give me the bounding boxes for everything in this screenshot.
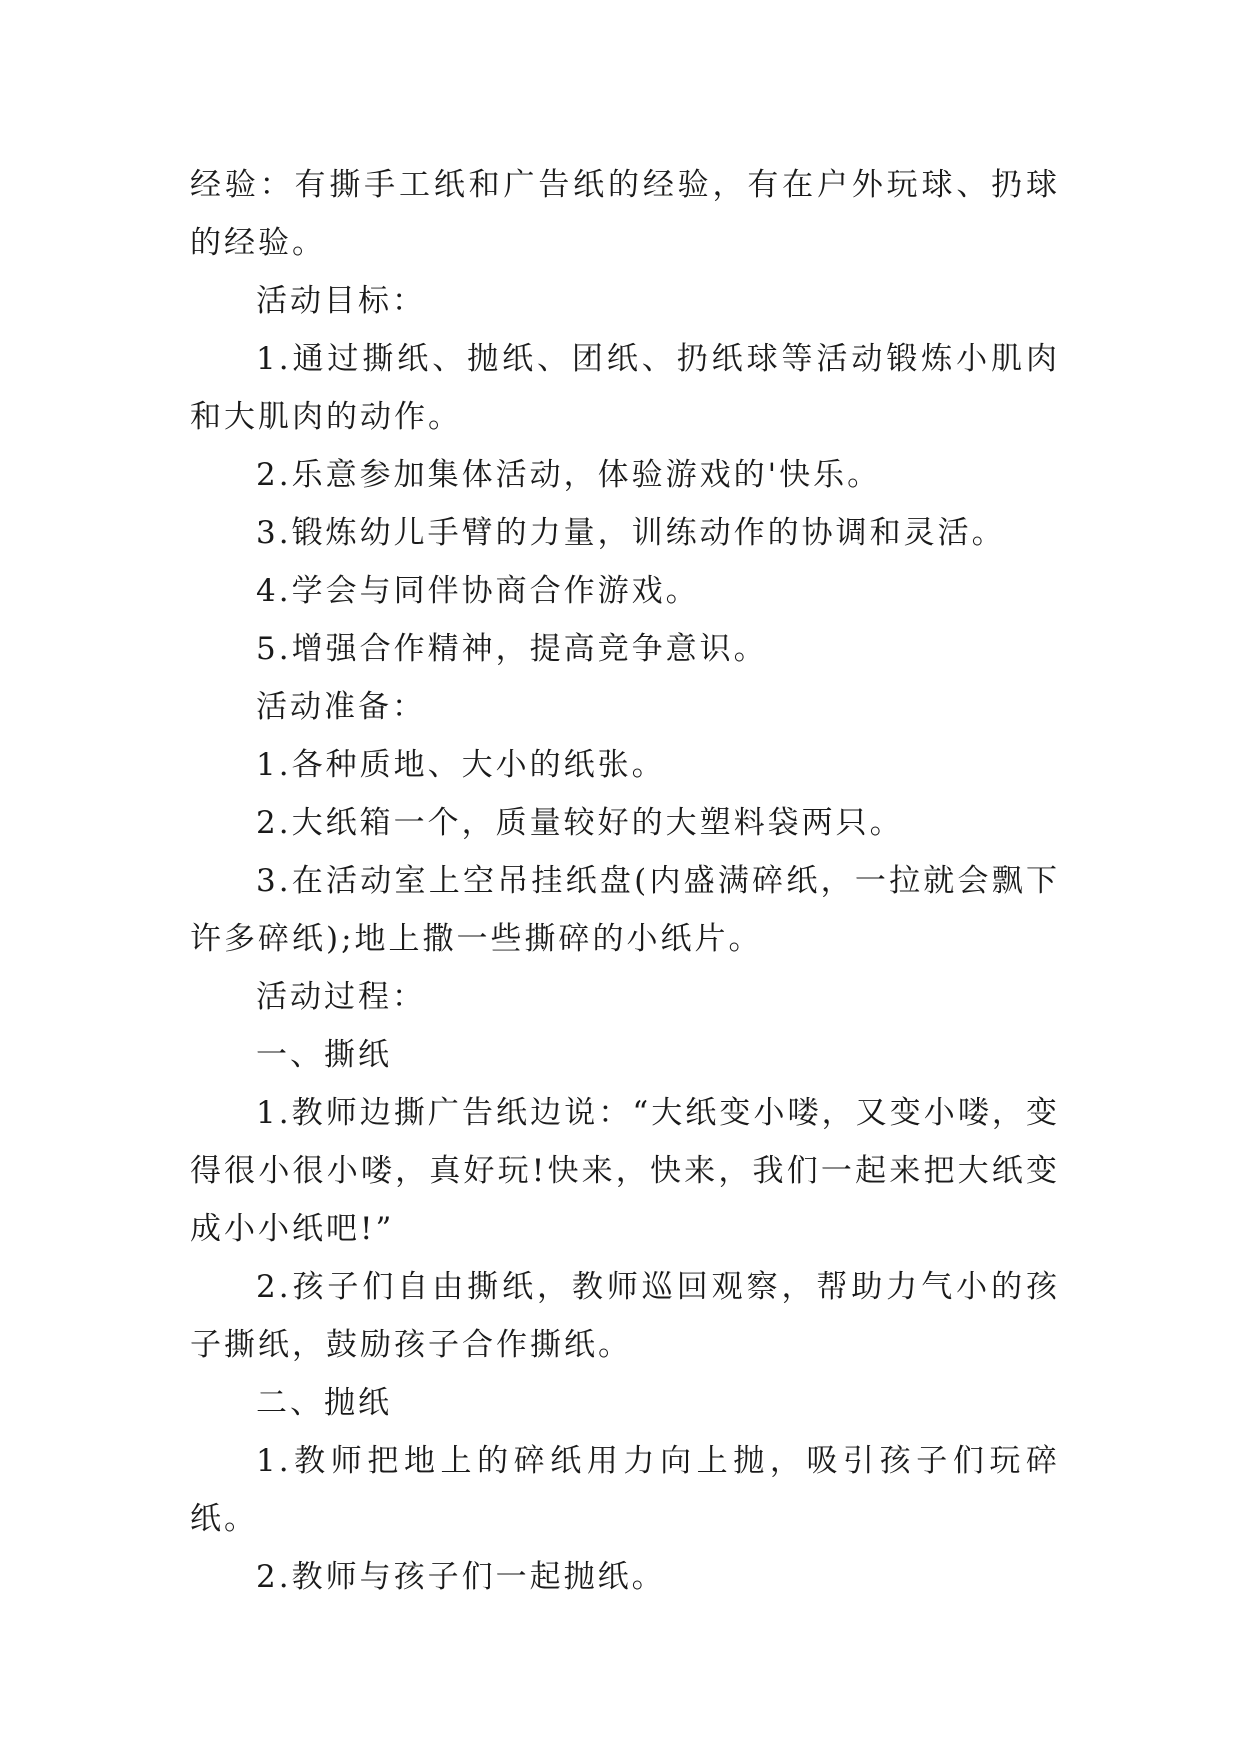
goal-item: 1.通过撕纸、抛纸、团纸、扔纸球等活动锻炼小肌肉和大肌肉的动作。	[190, 341, 1060, 435]
paragraph-experience: 经验：有撕手工纸和广告纸的经验，有在户外玩球、扔球的经验。	[190, 167, 1060, 261]
process-item: 2.教师与孩子们一起抛纸。	[256, 1559, 666, 1595]
section-heading-tearing: 一、撕纸	[256, 1037, 392, 1073]
heading-activity-preparation: 活动准备：	[256, 689, 426, 725]
process-item: 1.教师把地上的碎纸用力向上抛，吸引孩子们玩碎纸。	[190, 1443, 1060, 1537]
document-body	[190, 156, 1060, 1606]
preparation-item: 2.大纸箱一个，质量较好的大塑料袋两只。	[256, 805, 904, 841]
goal-item: 2.乐意参加集体活动，体验游戏的'快乐。	[256, 457, 882, 493]
heading-activity-process: 活动过程：	[256, 979, 426, 1015]
preparation-item: 1.各种质地、大小的纸张。	[256, 747, 666, 783]
goal-item: 3.锻炼幼儿手臂的力量，训练动作的协调和灵活。	[256, 515, 1006, 551]
process-item: 1.教师边撕广告纸边说：“大纸变小喽，又变小喽，变得很小很小喽，真好玩!快来，快来，我们一起来把大纸变成小小纸吧!”	[190, 1095, 1060, 1247]
preparation-item: 3.在活动室上空吊挂纸盘(内盛满碎纸，一拉就会飘下许多碎纸);地上撒一些撕碎的小纸片。	[190, 863, 1060, 957]
goal-item: 4.学会与同伴协商合作游戏。	[256, 573, 700, 609]
section-heading-throwing: 二、抛纸	[256, 1385, 392, 1421]
process-item: 2.孩子们自由撕纸，教师巡回观察，帮助力气小的孩子撕纸，鼓励孩子合作撕纸。	[190, 1269, 1060, 1363]
heading-activity-goals: 活动目标：	[256, 283, 426, 319]
goal-item: 5.增强合作精神，提高竞争意识。	[256, 631, 768, 667]
